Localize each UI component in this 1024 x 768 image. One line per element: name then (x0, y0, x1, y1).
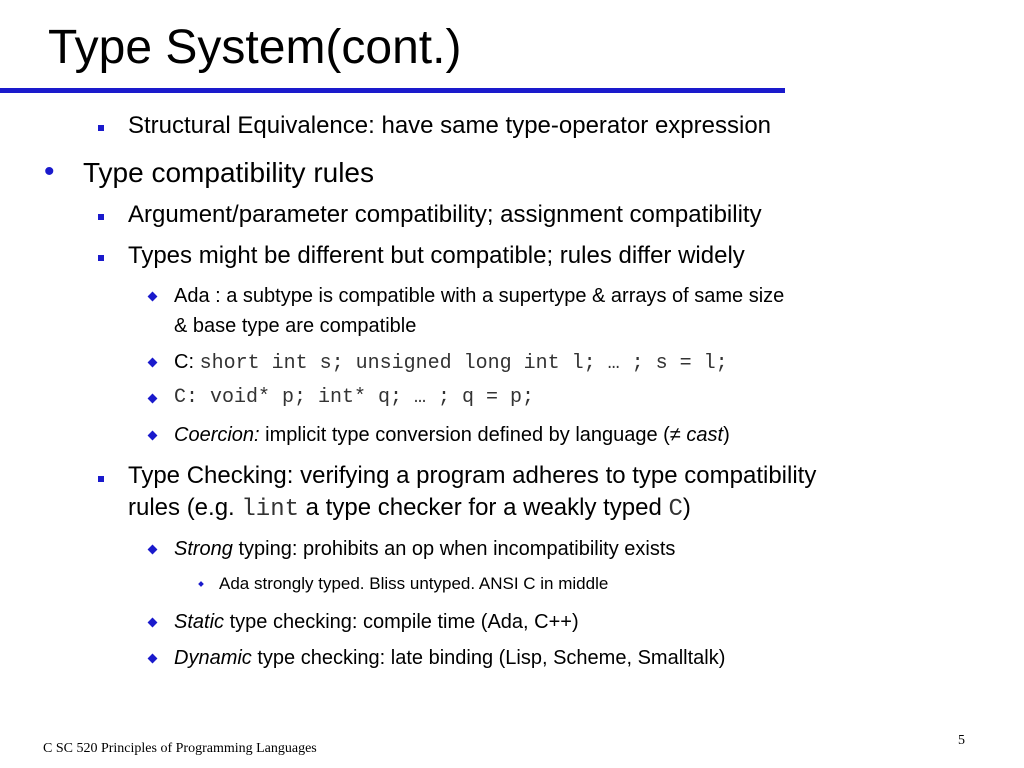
bullet-text (174, 643, 725, 673)
static-description: type checking: compile time (Ada, C++) (224, 611, 579, 633)
square-bullet-icon (98, 255, 104, 261)
diamond-bullet-icon (148, 654, 158, 664)
title-underline (0, 88, 785, 93)
small-diamond-bullet-icon (198, 581, 204, 587)
round-bullet-icon: • (44, 155, 55, 188)
cast-term: cast (680, 424, 724, 446)
coercion-close: ) (723, 424, 730, 446)
c-code: C (668, 496, 683, 523)
bullet-text: Structural Equivalence: have same type-operator expression (128, 112, 772, 139)
c-code-snippet: C: void* p; int* q; … ; q = p; (174, 386, 535, 409)
diamond-bullet-icon (148, 618, 158, 628)
bullet-text (174, 420, 730, 450)
slide-title: Type System(cont.) (48, 21, 462, 74)
footer-course-name: C SC 520 Principles of Programming Languages (43, 741, 317, 756)
page-number: 5 (958, 733, 965, 748)
diamond-bullet-icon (148, 394, 158, 404)
bullet-text: Ada : a subtype is compatible with a supertype & arrays of same size (174, 285, 785, 307)
diamond-bullet-icon (148, 358, 158, 368)
bullet-text: Ada strongly typed. Bliss untyped. ANSI C in middle (219, 574, 609, 593)
lint-code: lint (241, 496, 299, 523)
checking-close: ) (682, 494, 691, 521)
c-code-snippet: short int s; unsigned long int l; … ; s = l; (199, 352, 728, 375)
static-term: Static (174, 611, 225, 633)
coercion-term: Coercion: (174, 424, 260, 446)
square-bullet-icon (98, 125, 104, 131)
diamond-bullet-icon (148, 431, 158, 441)
bullet-text-continued: & base type are compatible (174, 315, 417, 337)
c-label: C: (174, 351, 200, 373)
bullet-text: Type compatibility rules (83, 157, 375, 188)
bullet-text (174, 347, 728, 379)
bullet-text: Argument/parameter compatibility; assignment compatibility (128, 201, 762, 228)
diamond-bullet-icon (148, 292, 158, 302)
checking-text-b: a type checker for a weakly typed (299, 494, 669, 521)
bullet-text: Types might be different but compatible; rules differ widely (128, 242, 745, 269)
square-bullet-icon (98, 214, 104, 220)
bullet-text (174, 607, 579, 637)
square-bullet-icon (98, 476, 104, 482)
dynamic-term: Dynamic (174, 647, 252, 669)
bullet-text: Type Checking: verifying a program adheres to type compatibility (128, 462, 817, 489)
not-equal-symbol: ≠ (669, 424, 681, 446)
bullet-text-continued (128, 494, 691, 524)
strong-description: typing: prohibits an op when incompatibility exists (232, 538, 676, 560)
strong-term: Strong (174, 538, 233, 560)
dynamic-description: type checking: late binding (Lisp, Scheme, Smalltalk) (251, 647, 726, 669)
bullet-text (174, 534, 675, 564)
diamond-bullet-icon (148, 545, 158, 555)
coercion-description: implicit type conversion defined by language ( (259, 424, 670, 446)
checking-text-a: rules (e.g. (128, 494, 242, 521)
